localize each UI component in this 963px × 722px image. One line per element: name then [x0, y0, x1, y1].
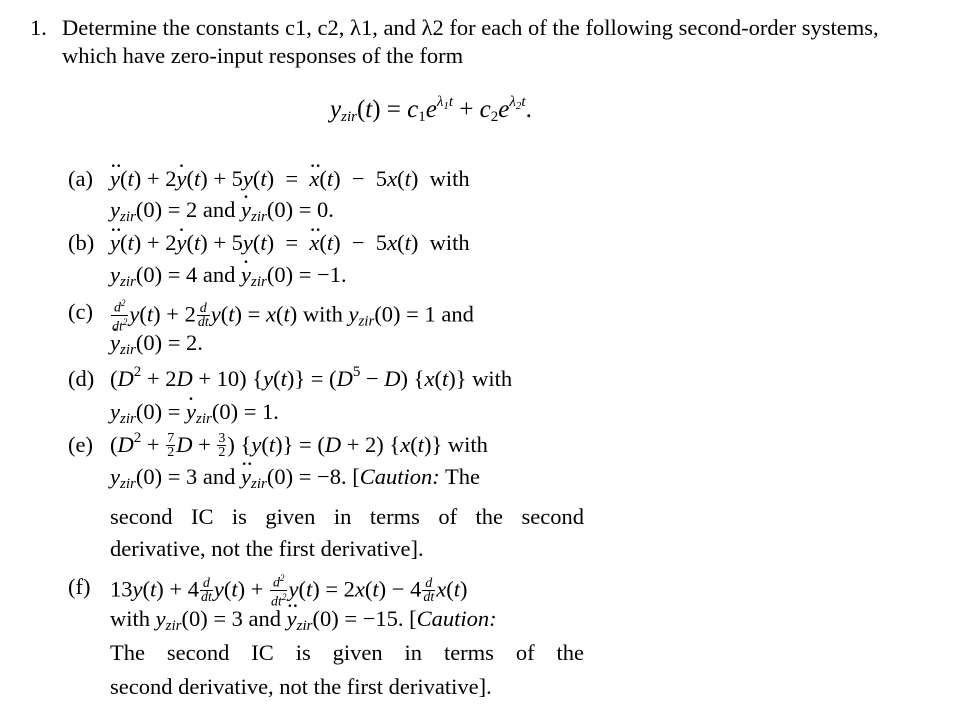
part-e-caution-line3: derivative, not the first derivative]. [110, 536, 424, 561]
part-e-caution-line2: second IC is given in terms of the second [110, 504, 584, 529]
part-e-caution-the: The [444, 464, 480, 489]
part-a-initial-conditions: $y_{zir}(0) = 2$ and · $y_{zir}(0) = 0$. [110, 196, 334, 224]
part-b-label: (b) [68, 230, 95, 255]
part-e-caution-label: Caution: [359, 464, 440, 489]
part-e-with: with [447, 432, 488, 457]
problem-intro-line1: Determine the constants c1, c2, λ1, and λ2 for each of the following second-order systems, [62, 15, 879, 40]
part-f-with: with [110, 606, 151, 631]
part-d-with: with [472, 366, 513, 391]
part-d-equation: $(D^2 + 2D + 10) \{y(t)\} = (D^5 - D)$ {x(t)} with [110, 364, 513, 391]
part-e-equation: ($D^2$ + $\frac{7}{2}$ D + $\frac{3}{2}$ ) {y(t)} = (D + 2) {x(t)} with [110, 430, 488, 461]
part-f-caution-line3: second derivative, not the first derivative]. [110, 674, 492, 699]
part-d-initial-conditions: $y_{zir}(0)$ = · $y_{zir}(0) = 1$. [110, 398, 279, 426]
part-d-label: (d) [68, 366, 95, 391]
part-a-equation: ·· y(t) + 2· y(t) + 5y(t) = ·· x(t) − 5x(t) with [110, 165, 470, 193]
part-b-initial-conditions: $y_{zir}(0) = 4$ and · $y_{zir}(0) = -1$. [110, 261, 347, 289]
problem-number: 1. [30, 15, 47, 40]
part-f-caution-line2: The second IC is given in terms of the [110, 640, 584, 665]
part-c-with: with [302, 301, 343, 327]
part-c-initial-condition-2: · $y_{zir}(0) = 2$. [110, 329, 203, 357]
part-c-and: and [441, 301, 474, 327]
part-c-equation: $\frac{d^2}{dt^2}$ y(t) + 2 $\frac{d}{dt}$ y(t) = x(t) with $y_{zir}(0) = 1$ and [112, 298, 474, 335]
part-f-equation: 13y(t) + 4 $\frac{d}{dt}$ y(t) + $\frac{d^2}{dt^2}$ y(t) = 2x(t) − 4 $\frac{d}{dt}$ x(t) [110, 573, 468, 610]
part-e-initial-conditions: $y_{zir}(0) = 3$ and ·· $y_{zir}(0) = -8$. [Caution: The [110, 463, 480, 491]
part-a-with: with [429, 166, 470, 191]
part-b-and: and [202, 262, 236, 287]
part-c-label: (c) [68, 299, 93, 324]
part-f-and: and [248, 606, 282, 631]
part-f-label: (f) [68, 574, 91, 599]
part-a-and: and [202, 197, 236, 222]
part-b-equation: ·· y(t) + 2· y(t) + 5y(t) = ·· x(t) − 5x(t) with [110, 229, 470, 257]
part-a-label: (a) [68, 166, 93, 191]
problem-intro-line2: which have zero-input responses of the form [62, 43, 464, 68]
part-f-initial-conditions: with $y_{zir}(0) = 3$ and ·· $y_{zir}(0) = -15$. [Caution: [110, 605, 497, 633]
part-b-with: with [429, 230, 470, 255]
part-f-caution-label: Caution: [416, 606, 497, 631]
zero-input-response-equation: $y_{zir}(t) = c_1e^{\lambda_1t} + c_2e^{\lambda_2t}$. [330, 94, 532, 125]
part-e-label: (e) [68, 432, 93, 457]
part-e-and: and [202, 464, 236, 489]
